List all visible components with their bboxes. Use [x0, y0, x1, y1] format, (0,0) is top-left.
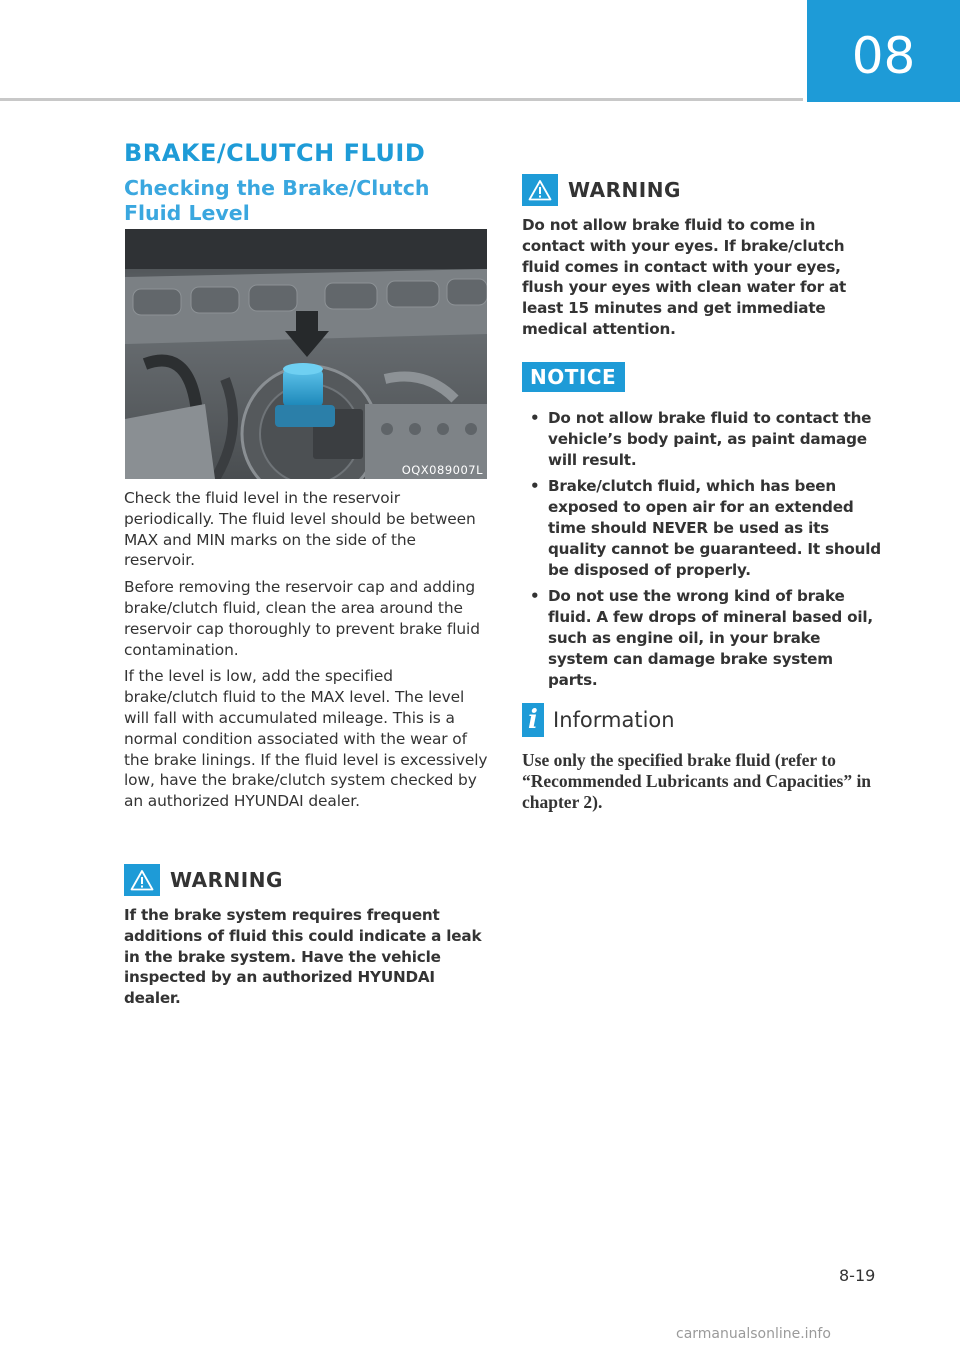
notice-list: [522, 408, 882, 690]
warning-heading: [124, 864, 484, 896]
bullet-icon: •: [530, 409, 540, 427]
warning-label: WARNING: [170, 868, 283, 892]
notice-item: [522, 476, 882, 580]
body-paragraph: Check the fluid level in the reservoir periodically. The fluid level should be between MAX and MIN marks on the side of the reservoir.: [124, 489, 476, 570]
notice-item-text: Do not use the wrong kind of brake fluid. A few drops of mineral based oil, such as engine oil, in your brake system can damage brake system parts.: [548, 587, 873, 689]
warning-label: WARNING: [568, 178, 681, 202]
notice-box: [522, 362, 882, 696]
chapter-number: 08: [851, 27, 916, 85]
engine-bay-figure: [125, 229, 487, 479]
warning-text: Do not allow brake fluid to come in contact with your eyes. If brake/clutch fluid comes in contact with your eyes, flush your eyes with clean water for at least 15 minutes and get immediate medical attention.: [522, 216, 847, 338]
header-rule: [0, 98, 803, 101]
information-text: Use only the specified brake fluid (refer to “Recommended Lubricants and Capacities” in chapter 2).: [522, 750, 872, 812]
watermark: carmanualsonline.info: [676, 1326, 831, 1342]
body-paragraph: Before removing the reservoir cap and adding brake/clutch fluid, clean the area around the reservoir cap thoroughly to prevent brake fluid contamination.: [124, 578, 480, 659]
information-label: Information: [553, 708, 675, 732]
engine-bay-illustration: [125, 229, 487, 479]
section-title: BRAKE/CLUTCH FLUID: [124, 139, 426, 167]
bullet-icon: •: [530, 477, 540, 496]
info-icon: i: [522, 703, 544, 737]
warning-box-right: [522, 174, 882, 340]
figure-code: OQX089007L: [401, 463, 483, 477]
warning-triangle-icon: [522, 174, 558, 206]
bullet-icon: •: [530, 587, 540, 606]
notice-item: [522, 586, 882, 690]
chapter-tab: [807, 0, 960, 102]
subsection-title: Checking the Brake/Clutch Fluid Level: [124, 176, 430, 225]
notice-item-text: Brake/clutch fluid, which has been exposed to open air for an extended time should NEVER be used as its quality cannot be guaranteed. It should be disposed of properly.: [548, 477, 881, 579]
warning-text: If the brake system requires frequent additions of fluid this could indicate a leak in the brake system. Have the vehicle inspected by an authorized HYUNDAI dealer.: [124, 906, 482, 1008]
page-number: 8-19: [839, 1266, 876, 1285]
notice-item-text: Do not allow brake fluid to contact the vehicle’s body paint, as paint damage will result.: [548, 409, 872, 469]
body-text: [124, 488, 490, 818]
warning-heading: [522, 174, 882, 206]
notice-item: [522, 408, 882, 470]
information-heading: [522, 703, 882, 737]
warning-triangle-icon: [124, 864, 160, 896]
body-paragraph: If the level is low, add the specified brake/clutch fluid to the MAX level. The level will fall with accumulated mileage. This is a normal condition associated with the wear of the brake linings. If the fluid level is excessively low, have the brake/clutch system checked by an authorized HYUNDAI dealer.: [124, 667, 488, 811]
notice-badge: NOTICE: [522, 362, 625, 392]
warning-box-left: [124, 864, 484, 1009]
information-box: [522, 703, 882, 813]
